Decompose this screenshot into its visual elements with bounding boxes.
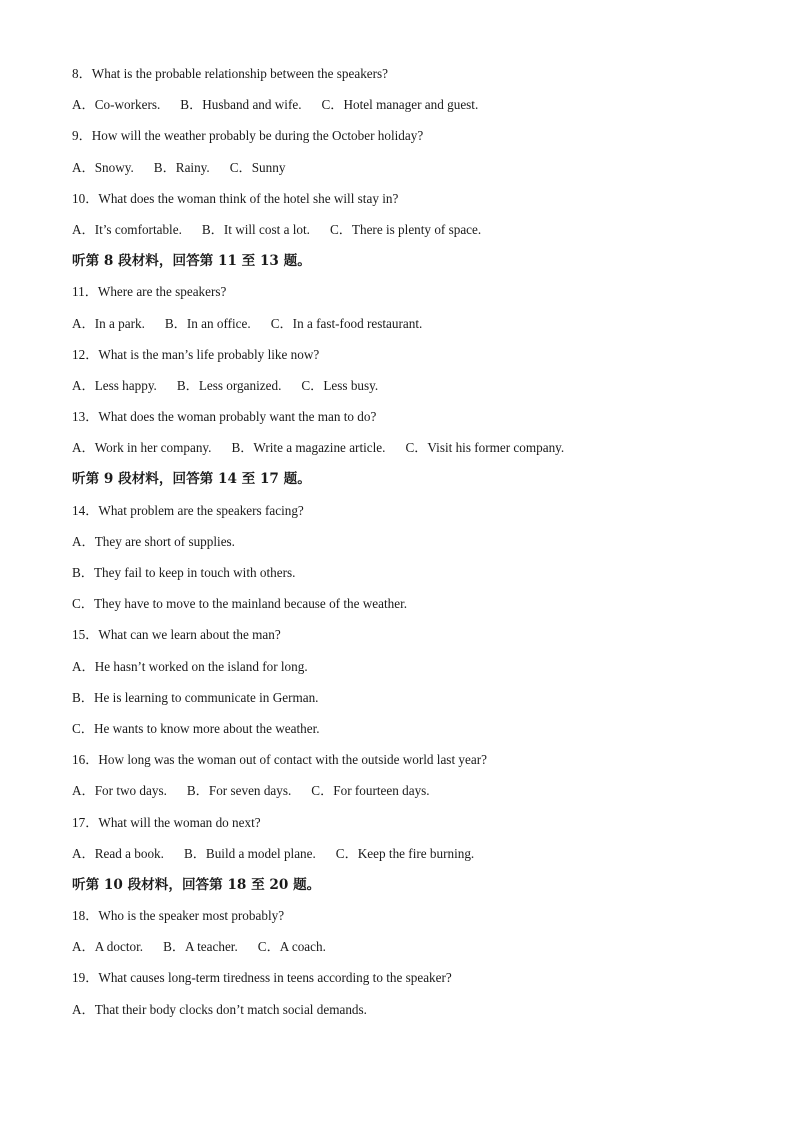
answer-option: B．In an office.: [164, 315, 251, 331]
answer-option: A．In a park.: [72, 315, 145, 331]
answer-options-row: [72, 376, 732, 407]
question-text: 17．What will the woman do next?: [72, 814, 261, 830]
answer-option: C．They have to move to the mainland because of the weather.: [72, 596, 408, 612]
answer-option: B．Less organized.: [176, 377, 282, 393]
question-text: 11．Where are the speakers?: [72, 284, 227, 300]
section-heading: 听第 10 段材料，回答第 18 至 20 题。: [72, 876, 321, 893]
answer-option: C．A coach.: [257, 939, 326, 955]
answer-option: C．Less busy.: [301, 377, 379, 393]
answer-option: A．That their body clocks don’t match social demands.: [72, 1001, 367, 1017]
answer-option: C．For fourteen days.: [311, 783, 430, 799]
answer-options-row: [72, 314, 732, 345]
section-heading: 听第 8 段材料，回答第 11 至 13 题。: [72, 253, 311, 270]
question-text: 12．What is the man’s life probably like now?: [72, 346, 320, 362]
question-text: 9．How will the weather probably be during the October holiday?: [72, 128, 424, 144]
answer-options-row: [72, 220, 732, 251]
answer-option: A．They are short of supplies.: [72, 533, 235, 549]
exam-page: [72, 64, 732, 1031]
answer-option: A．Co-workers.: [72, 97, 161, 113]
answer-option: B．Rainy.: [153, 159, 210, 175]
answer-option: A．Snowy.: [72, 159, 134, 175]
answer-option: C．Hotel manager and guest.: [321, 97, 479, 113]
answer-option: A．Read a book.: [72, 845, 164, 861]
answer-option: A．A doctor.: [72, 939, 144, 955]
answer-option: B．It will cost a lot.: [201, 221, 310, 237]
answer-option: B．Husband and wife.: [180, 97, 302, 113]
answer-option: B．Write a magazine article.: [231, 440, 386, 456]
answer-option: C．There is plenty of space.: [329, 221, 482, 237]
answer-options-row: [72, 781, 732, 812]
answer-option: A．Less happy.: [72, 377, 157, 393]
answer-option: B．Build a model plane.: [183, 845, 316, 861]
answer-option: B．A teacher.: [163, 939, 238, 955]
answer-option: B．He is learning to communicate in German.: [72, 689, 319, 705]
answer-options-row: [72, 844, 732, 875]
answer-option: C．He wants to know more about the weather.: [72, 720, 320, 736]
section-heading: 听第 9 段材料，回答第 14 至 17 题。: [72, 471, 311, 488]
answer-option: A．Work in her company.: [72, 440, 212, 456]
question-text: 18．Who is the speaker most probably?: [72, 908, 285, 924]
answer-options-row: [72, 937, 732, 968]
question-text: 15．What can we learn about the man?: [72, 627, 281, 643]
answer-option: A．It’s comfortable.: [72, 221, 182, 237]
answer-option: A．For two days.: [72, 783, 167, 799]
answer-option: C．Sunny: [229, 159, 286, 175]
answer-option: A．He hasn’t worked on the island for long.: [72, 658, 308, 674]
question-text: 8．What is the probable relationship between the speakers?: [72, 66, 389, 81]
question-text: 10．What does the woman think of the hotel she will stay in?: [72, 190, 399, 206]
answer-option: C．Visit his former company.: [405, 440, 565, 456]
question-text: 13．What does the woman probably want the man to do?: [72, 409, 377, 425]
answer-option: B．They fail to keep in touch with others.: [72, 565, 296, 580]
answer-options-row: [72, 438, 732, 469]
answer-options-row: [72, 158, 732, 189]
answer-option: C．Keep the fire burning.: [335, 845, 475, 861]
answer-options-row: [72, 95, 732, 126]
question-text: 16．How long was the woman out of contact with the outside world last year?: [72, 752, 487, 768]
question-text: 14．What problem are the speakers facing?: [72, 502, 304, 518]
answer-option: C．In a fast-food restaurant.: [270, 315, 423, 331]
answer-option: B．For seven days.: [186, 783, 292, 799]
question-text: 19．What causes long-term tiredness in teens according to the speaker?: [72, 970, 452, 986]
